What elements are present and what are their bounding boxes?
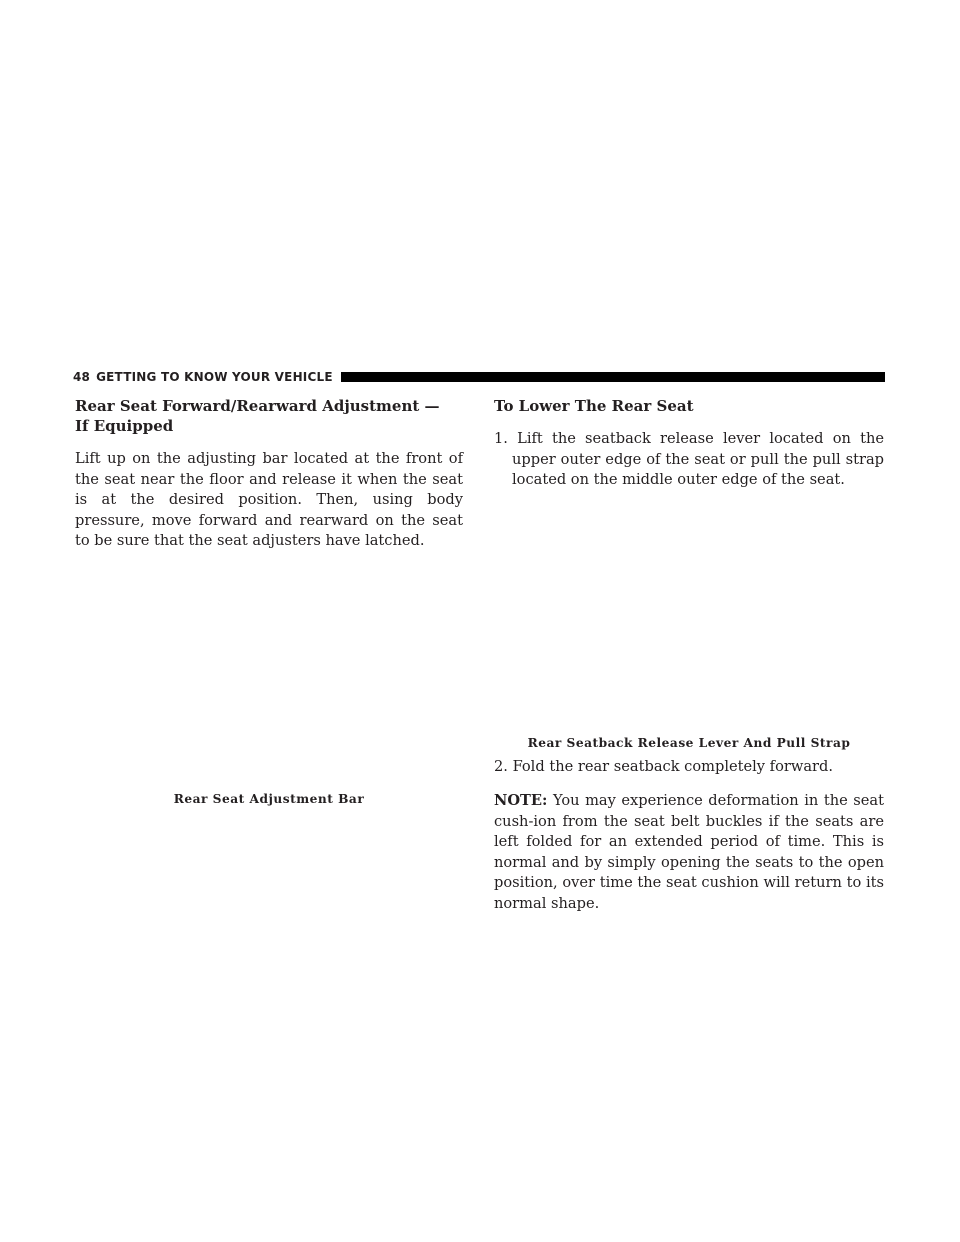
body-paragraph: Lift up on the adjusting bar located at the front of the seat near the floor and release it when the seat is at the desired position. Then, using body pressure, move forward and rearward on the seat to be sure that the seat adjusters have latched. [75,450,463,550]
left-column [75,396,463,810]
note-label: NOTE: [494,791,548,809]
section-heading: To Lower The Rear Seat [494,397,694,415]
note-paragraph [494,791,884,915]
spacer [494,778,884,791]
heading-line-2: If Equipped [75,417,174,435]
figure-caption: Rear Seat Adjustment Bar [173,791,365,806]
section-heading [75,396,463,436]
spacer [75,436,463,449]
figure-placeholder [75,552,463,789]
figure-placeholder [494,491,884,733]
right-column [494,396,884,915]
spacer [494,416,884,429]
step-1: 1. Lift the seatback release lever located on the upper outer edge of the seat or pull the pull strap located on the middle outer edge of the seat. [494,430,884,489]
page-header [73,369,885,385]
page-number: 48 [73,370,91,384]
figure-caption: Rear Seatback Release Lever And Pull Strap [527,735,851,750]
step-2: 2. Fold the rear seatback completely forward. [494,758,833,776]
section-title: GETTING TO KNOW YOUR VEHICLE [96,370,333,384]
heading-line-1: Rear Seat Forward/Rearward Adjustment — [75,397,440,415]
header-rule [341,372,885,382]
note-text: You may experience deformation in the seat cush-ion from the seat belt buckles if the seats are left folded for an extended period of time. This is normal and by simply opening the seats to the open position, over time the seat cushion will return to its normal shape. [494,791,884,912]
